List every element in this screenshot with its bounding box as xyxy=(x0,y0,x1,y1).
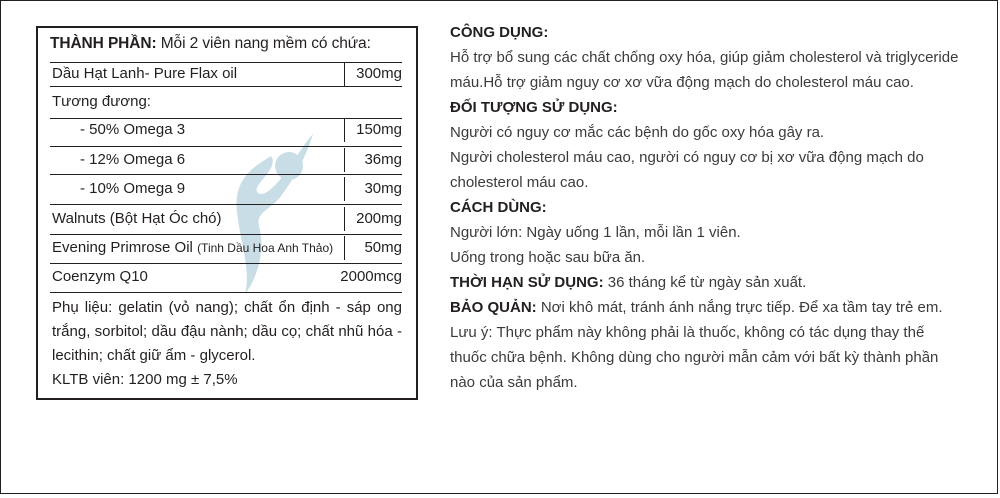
equivalent-label: Tương đương: xyxy=(52,93,151,110)
note-text: Lưu ý: Thực phẩm này không phải là thuốc, không có tác dụng thay thế thuốc chữa bệnh. Không dùng cho người mẫn cảm với bất kỳ thành phần nào của sản phẩm. xyxy=(450,324,939,391)
ingredient-amount: 300mg xyxy=(356,65,402,82)
target-text-2: Người cholesterol máu cao, người có nguy cơ bị xơ vữa động mạch do cholesterol máu cao. xyxy=(450,149,924,191)
table-row-flax xyxy=(50,62,402,86)
ingredient-name: - 12% Omega 6 xyxy=(80,151,186,168)
ingredient-amount: 200mg xyxy=(356,210,402,227)
divider xyxy=(50,263,402,264)
table-row-omega6 xyxy=(50,148,402,172)
table-row-coq10 xyxy=(50,265,402,289)
divider xyxy=(50,86,402,87)
ingredient-amount: 2000mcg xyxy=(340,268,402,285)
usage-heading: CÁCH DÙNG: xyxy=(450,199,547,216)
ingredient-name: Walnuts (Bột Hạt Óc chó) xyxy=(52,210,222,227)
divider xyxy=(50,234,402,235)
ingredient-amount: 36mg xyxy=(364,151,402,168)
column-divider xyxy=(344,207,345,231)
divider xyxy=(50,174,402,175)
divider xyxy=(50,204,402,205)
usage-text-2: Uống trong hoặc sau bữa ăn. xyxy=(450,249,646,266)
storage-text: Nơi khô mát, tránh ánh nắng trực tiếp. Để xa tầm tay trẻ em. xyxy=(536,299,943,316)
shelf-heading: THỜI HẠN SỬ DỤNG: xyxy=(450,274,604,291)
ingredient-amount: 50mg xyxy=(364,239,402,256)
shelf-text: 36 tháng kể từ ngày sản xuất. xyxy=(603,274,807,291)
table-row-primrose xyxy=(50,236,402,260)
storage-heading: BẢO QUẢN: xyxy=(450,299,537,316)
ingredient-name: - 50% Omega 3 xyxy=(80,121,186,138)
column-divider xyxy=(344,177,345,201)
shelf-life xyxy=(450,270,965,295)
column-divider xyxy=(344,118,345,142)
storage xyxy=(450,295,965,320)
divider xyxy=(50,292,402,293)
table-row-omega9 xyxy=(50,177,402,201)
table-row-walnut xyxy=(50,207,402,231)
ingredient-name: Evening Primrose Oil (Tinh Dầu Hoa Anh Thảo) xyxy=(52,239,334,256)
target-heading: ĐỐI TƯỢNG SỬ DỤNG: xyxy=(450,99,618,116)
target-text-1: Người có nguy cơ mắc các bệnh do gốc oxy hóa gây ra. xyxy=(450,124,825,141)
ingredient-amount: 150mg xyxy=(356,121,402,138)
product-info xyxy=(450,20,965,395)
ingredients-title: THÀNH PHẦN: Mỗi 2 viên nang mềm có chứa: xyxy=(50,35,371,52)
capsule-weight-text: KLTB viên: 1200 mg ± 7,5% xyxy=(52,371,238,388)
ingredient-note: (Tinh Dầu Hoa Anh Thảo) xyxy=(197,241,334,255)
ingredient-name: Coenzym Q10 xyxy=(52,268,148,285)
uses-text: Hỗ trợ bổ sung các chất chống oxy hóa, giúp giảm cholesterol và triglyceride máu.Hỗ trợ giảm nguy cơ xơ vữa động mạch do cholesterol máu cao. xyxy=(450,49,959,91)
ingredient-amount: 30mg xyxy=(364,180,402,197)
column-divider xyxy=(344,62,345,86)
table-row-equivalent xyxy=(50,90,402,114)
ingredient-name: - 10% Omega 9 xyxy=(80,180,186,197)
uses-heading: CÔNG DỤNG: xyxy=(450,24,549,41)
divider xyxy=(50,146,402,147)
ingredients-footer xyxy=(52,296,402,392)
usage-text-1: Người lớn: Ngày uống 1 lần, mỗi lần 1 viên. xyxy=(450,224,741,241)
column-divider xyxy=(344,236,345,260)
table-row-omega3 xyxy=(50,118,402,142)
column-divider xyxy=(344,148,345,172)
excipients-text: Phụ liệu: gelatin (vỏ nang); chất ổn định - sáp ong trắng, sorbitol; dầu đậu nành; dầu cọ; chất nhũ hóa - lecithin; chất giữ ẩm - glycerol. xyxy=(52,299,402,364)
ingredient-name: Dầu Hạt Lanh- Pure Flax oil xyxy=(52,65,238,82)
